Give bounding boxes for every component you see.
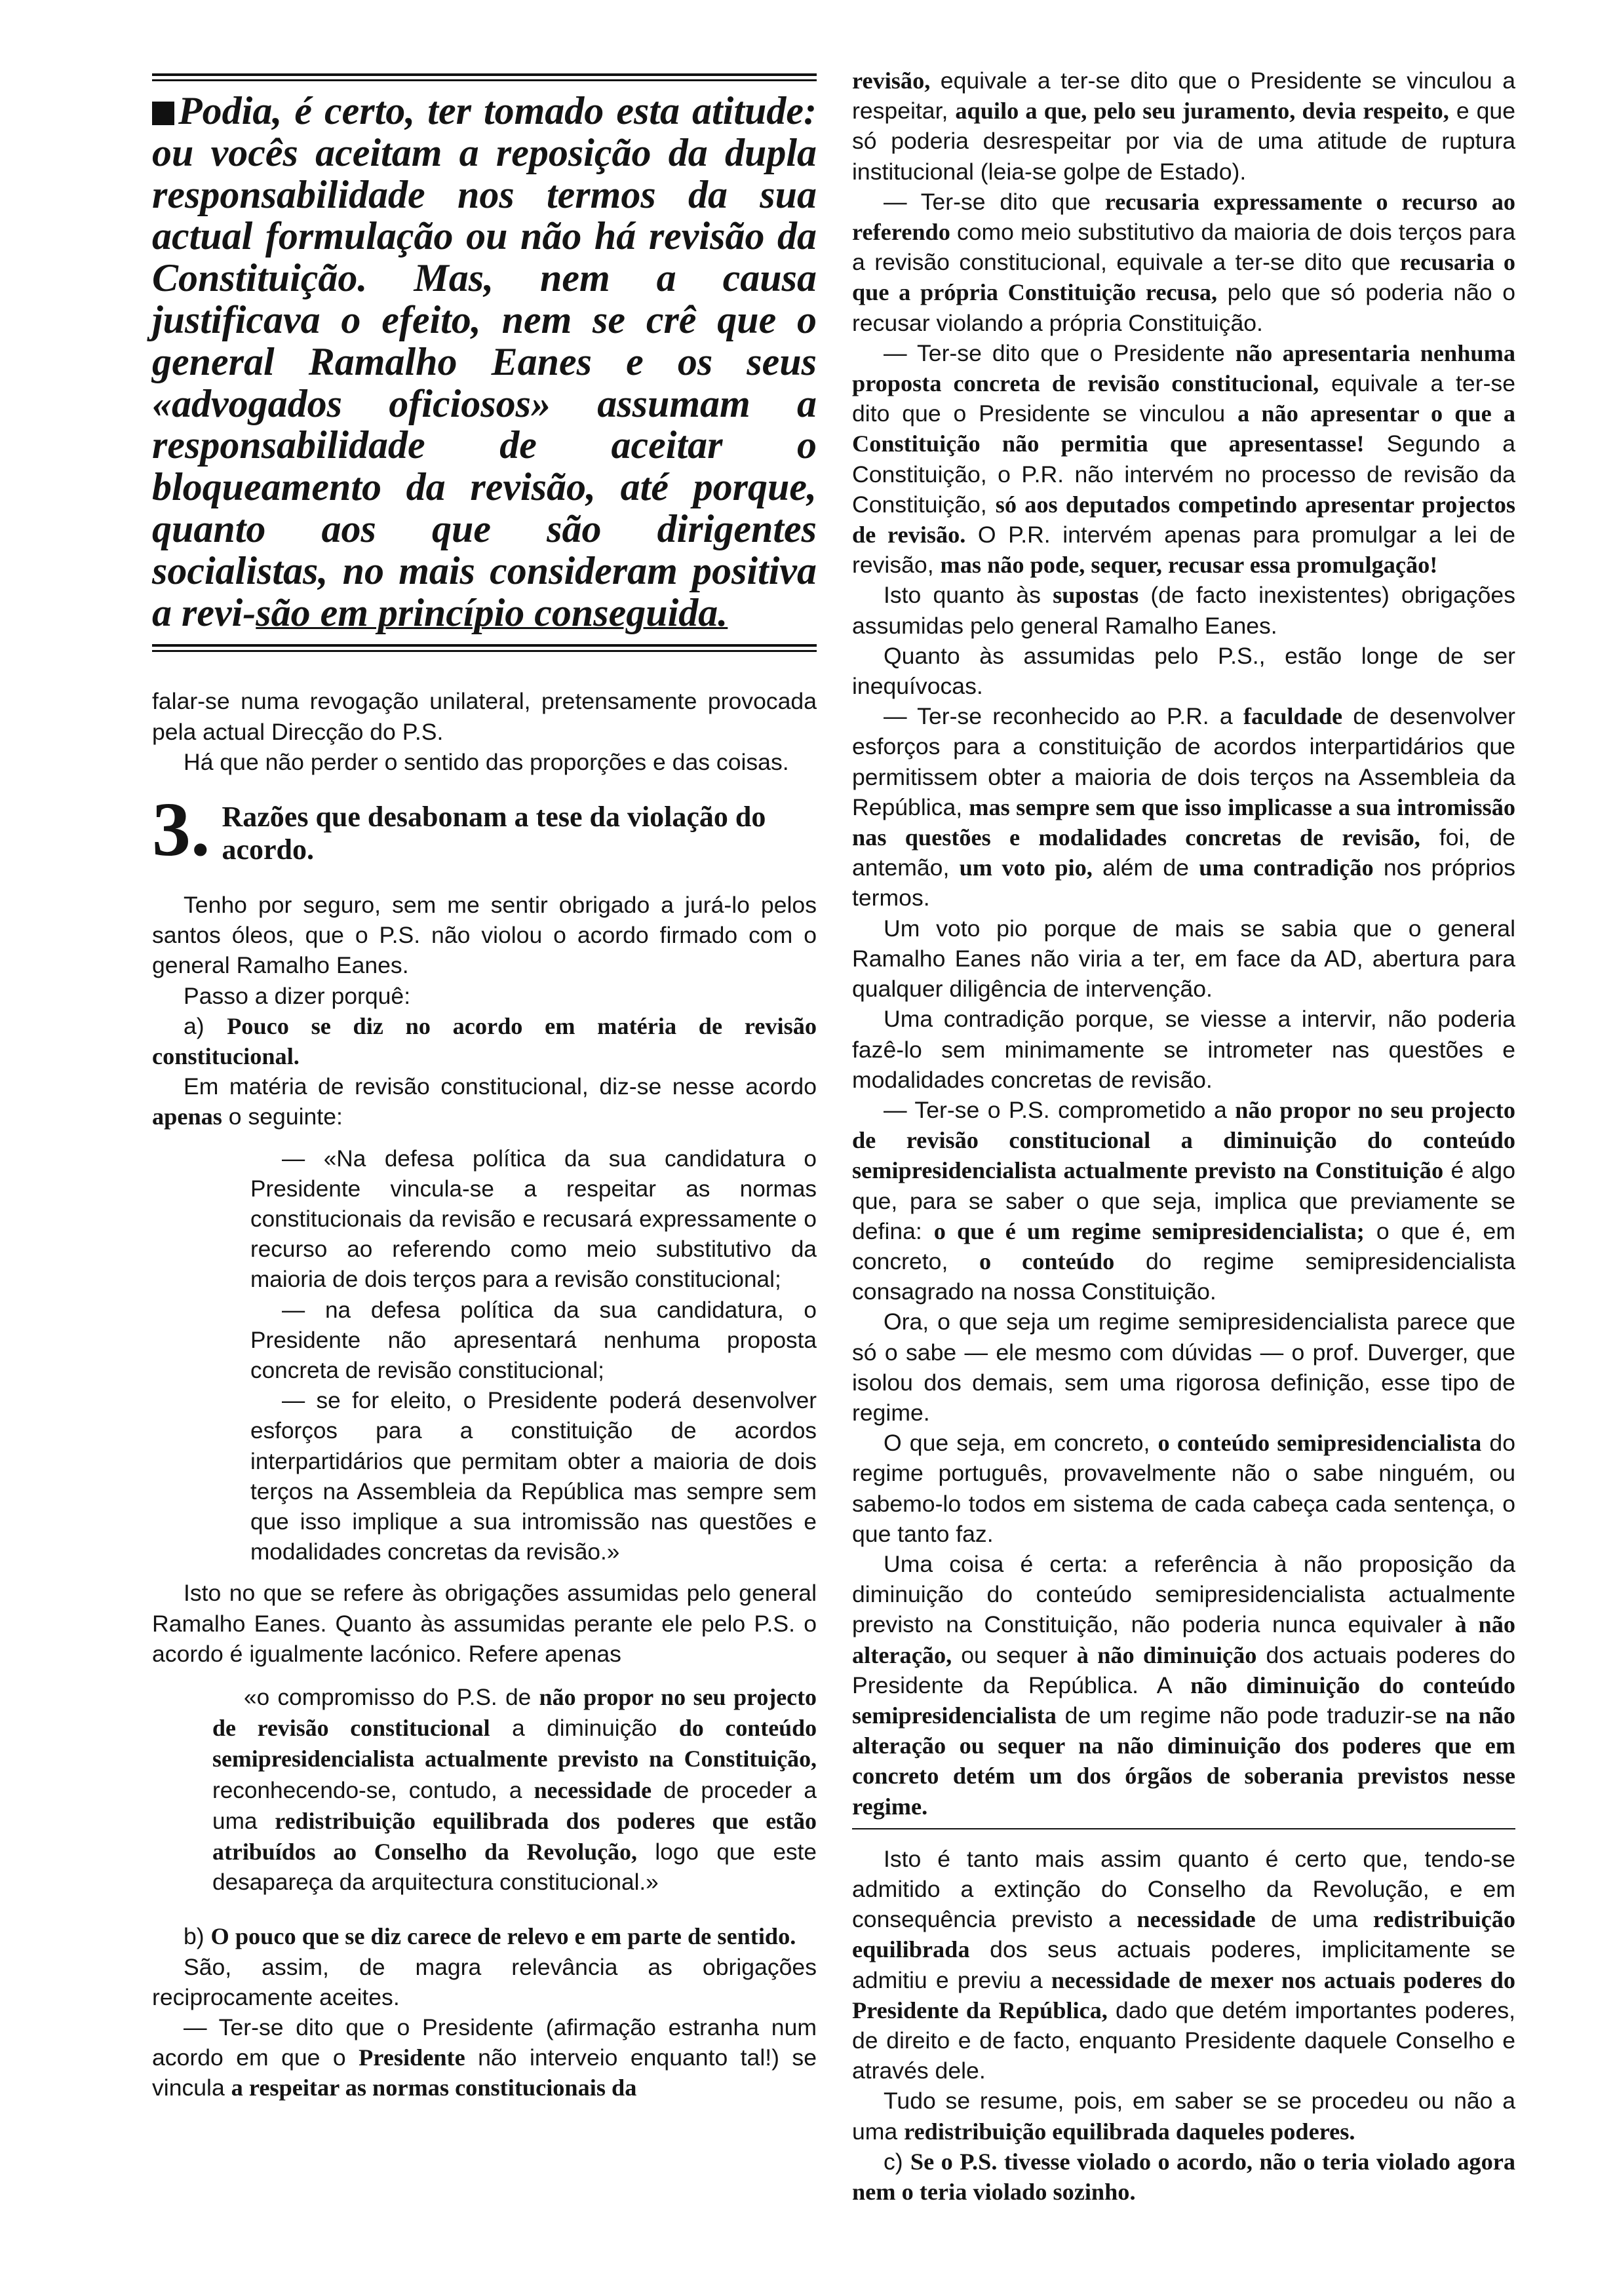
p-ter-bold-2: a respeitar as normas constitucionais da [231,2075,637,2101]
ps-commitment-text [212,1682,817,1898]
r9-text-1: — Ter-se o P.S. comprometido a [884,1096,1236,1123]
pull-quote [152,90,817,634]
r3-bold-3: só aos deputados competindo apresentar projectos de revisão. [852,491,1515,548]
paragraph-isto: Isto no que se refere às obrigações assumidas pelo general Ramalho Eanes. Quanto às assumidas perante ele pelo P.S. o acordo é igualmente lacónico. Refere apenas [152,1580,817,1667]
section-title: Razões que desabonam a tese da violação do acordo. [222,800,766,866]
r9-bold-3: o conteúdo [979,1248,1115,1274]
paragraph-r11 [852,1428,1515,1549]
r6-bold-3: um voto pio, [959,854,1093,881]
r3-text-1: — Ter-se dito que o Presidente [884,339,1236,366]
paragraph-r10: Ora, o que seja um regime semipresidencialista parece que só o sabe — ele mesmo com dúvidas — o prof. Duverger, que isolou dos demais, sem uma rigorosa definição, esse tipo de regime. [852,1309,1515,1426]
r12-bold-4: na não alteração ou sequer na não diminuição dos poderes que em concreto detém um dos órgãos de soberania previstos nesse regime. [852,1702,1515,1820]
paragraph-r13 [852,1844,1515,2086]
paragraph-ha: Há que não perder o sentido das proporções e das coisas. [184,748,789,775]
item-c-prefix: c) [884,2148,910,2175]
q2-text-3: reconhecendo-se, contudo, a [212,1777,534,1803]
paragraph-r9 [852,1095,1515,1307]
r6-text-1: — Ter-se reconhecido ao P.R. a [884,703,1243,730]
paragraph-r12 [852,1549,1515,1822]
q2-text-5: logo que este desapareça da arquitectura constitucional.» [212,1839,817,1896]
p-ter-text-2: não interveio enquanto tal!) se vincula [152,2044,817,2101]
r2-bold-1: recusaria expressamente o recurso ao referendo [852,188,1515,246]
paragraph-r6 [852,701,1515,913]
r14-text-1: Tudo se resume, pois, em saber se se procedeu ou não a uma [852,2088,1515,2145]
r6-bold-4: uma contradição [1199,854,1374,881]
quote-clause-1: — «Na defesa política da sua candidatura o Presidente vincula-se a respeitar as normas constitucionais da revisão e recusará expressamente o recurso ao referendo como meio substitutivo da maioria de dois terços para a revisão constitucional; [250,1145,817,1293]
paragraph-em-text-1: Em matéria de revisão constitucional, diz-se nesse acordo [184,1073,817,1100]
r12-text-3: dos actuais poderes do Presidente da República. A [852,1641,1515,1698]
r13-bold-2: redistribuição equilibrada [852,1906,1515,1963]
q2-text-4: de proceder a uma [212,1777,817,1834]
r13-text-2: de uma [1255,1906,1373,1933]
item-a [152,1011,817,1071]
r12-text-4: de um regime não pode traduzir-se [1056,1702,1446,1729]
r12-bold-3: não diminuição do conteúdo semipresidencialista [852,1672,1515,1729]
paragraph-r5: Quanto às assumidas pelo P.S., estão longe de ser inequívocas. [852,642,1515,700]
r13-text-3: dos seus actuais poderes, implicitamente se admitiu e previu a [852,1936,1515,1993]
r3-bold-4: mas não pode, sequer, recusar essa promulgação! [940,552,1438,579]
paragraph-tenho: Tenho por seguro, sem me sentir obrigado a jurá-lo pelos santos óleos, que o P.S. não violou o acordo firmado com o general Ramalho Eanes. [152,891,817,979]
q2-bold-3: necessidade [534,1776,652,1803]
r1-text-1: equivale a ter-se dito que o Presidente se vinculou a respeitar, [852,67,1515,124]
p-ter-bold-1: Presidente [359,2044,465,2071]
r4-text-1: Isto quanto às [884,582,1053,609]
r11-bold-1: o conteúdo semipresidencialista [1158,1430,1482,1457]
r4-text-2: (de facto inexistentes) obrigações assumidas pelo general Ramalho Eanes. [852,582,1515,639]
paragraph-r7: Um voto pio porque de mais se sabia que o general Ramalho Eanes não viria a ter, em face da AD, abertura para qualquer diligência de intervenção. [852,915,1515,1003]
r3-bold-1: não apresentaria nenhuma proposta concreta de revisão constitucional, [852,339,1515,397]
section-number: 3. [152,786,210,872]
quote-clause-2: — na defesa política da sua candidatura, o Presidente não apresentará nenhuma proposta concreta de revisão constitucional; [250,1297,817,1384]
paragraph-em-materia [152,1071,817,1132]
q2-text-2: a diminuição [490,1715,679,1742]
r9-text-4: do regime semipresidencialista consagrado na nossa Constituição. [852,1248,1515,1305]
item-b [152,1921,817,1951]
q2-text-1: «o compromisso do P.S. de [244,1685,539,1711]
r2-bold-2: recusaria o que a própria Constituição recusa, [852,249,1516,306]
r6-bold-2: mas sempre sem que isso implicasse a sua intromissão nas questões e modalidades concretas de revisão, [852,794,1515,851]
q2-bold-1: não propor no seu projecto de revisão constitucional [212,1684,817,1742]
q2-bold-2: do conteúdo semipresidencialista actualmente previsto na Constituição, [212,1715,817,1772]
r1-text-2: e que só poderia desrespeitar por via de uma atitude de ruptura institucional (leia-se golpe de Estado). [852,98,1516,185]
left-column [152,73,817,2103]
paragraph-r4 [852,580,1515,640]
r13-text-1: Isto é tanto mais assim quanto é certo que, tendo-se admitido a extinção do Conselho da Revolução, e em consequência previsto a [852,1845,1515,1933]
r6-text-5: nos próprios termos. [852,854,1515,911]
paragraph-r1 [852,66,1515,187]
agreement-quote [250,1144,817,1568]
paragraph-r3 [852,338,1515,581]
r12-text-2: ou sequer [952,1641,1077,1668]
item-c-heading: Se o P.S. tivesse violado o acordo, não o teria violado agora nem o teria violado sozinho. [852,2148,1515,2206]
p-ter-text-1: — Ter-se dito que o Presidente (afirmação estranha num acordo em que o [152,2014,817,2071]
r6-text-2: de desenvolver esforços para a constituição de acordos interpartidários que permitissem obter a maioria de dois terços na Assembleia da República, [852,703,1515,820]
pull-quote-underlined: são em princípio conseguida. [256,590,728,634]
r12-bold-1: à não alteração, [852,1611,1515,1668]
pull-quote-text: Podia, é certo, ter tomado esta atitude: ou vocês aceitam a reposição da dupla responsabilidade nos termos da sua actual formulação ou não há revisão da Constituição. Mas, nem a causa justificava o efeito, nem se crê que o general Ramalho Eanes e os seus «advogados oficiosos» assumam a responsabilidade de aceitar o bloqueamento da revisão, até porque, quanto aos que são dirigentes socialistas, no mais consideram positiva a revi- [152,89,817,634]
r9-bold-2: o que é um regime semipresidencialista; [933,1217,1365,1244]
right-column [852,66,1515,2207]
paragraph-r8: Uma contradição porque, se viesse a intervir, não poderia fazê-lo sem minimamente se intrometer nas questões e modalidades concretas de revisão. [852,1006,1515,1093]
r3-text-3: Segundo a Constituição, o P.R. não intervém no processo de revisão da Constituição, [852,430,1515,518]
r6-text-4: além de [1092,854,1199,881]
item-c [852,2147,1515,2207]
r12-bold-2: à não diminuição [1076,1641,1257,1668]
paragraph-em-text-2: o seguinte: [222,1103,343,1130]
r1-bold-0: revisão, [852,67,931,94]
paragraph-r14 [852,2086,1515,2146]
paragraph-passo: Passo a dizer porquê: [184,982,411,1009]
r13-bold-1: necessidade [1137,1906,1256,1933]
r14-bold-1: redistribuição equilibrada daqueles poderes. [904,2118,1355,2145]
r4-bold-1: supostas [1053,582,1139,609]
r2-text-1: — Ter-se dito que [884,188,1105,215]
paragraph-ter-presidente [152,2012,817,2103]
r13-text-4: dado que detém importantes poderes, de direito e de facto, enquanto Presidente daquele Conselho e através dele. [852,1997,1516,2084]
r1-bold-1: aquilo a que, pelo seu juramento, devia respeito, [955,98,1449,124]
r9-text-3: o que é, em concreto, [852,1217,1515,1274]
paragraph-em-bold: apenas [152,1103,222,1130]
r3-text-4: O P.R. intervém apenas para promulgar a lei de revisão, [852,522,1515,579]
ps-commitment-quote [212,1682,817,1898]
r2-text-2: como meio substitutivo da maioria de dois terços para a revisão constitucional, equivale a ter-se dito que [852,219,1515,276]
quote-clause-3: — se for eleito, o Presidente poderá desenvolver esforços para a constituição de acordos interpartidários que permitam obter a maioria de dois terços na Assembleia da República mas sempre sem que isso implique a sua intromissão nas questões e modalidades concretas da revisão.» [250,1388,817,1565]
r13-bold-3: necessidade de mexer nos actuais poderes do Presidente da República, [852,1966,1515,2023]
item-a-heading: Pouco se diz no acordo em matéria de revisão constitucional. [152,1012,817,1069]
r3-text-2: equivale a ter-se dito que o Presidente se vinculou [852,370,1515,427]
paragraph-r2 [852,187,1515,338]
r9-text-2: é algo que, para se saber o que seja, implica que previamente se defina: [852,1157,1515,1244]
column-divider-rule [852,1828,1515,1829]
r3-bold-2: a não apresentar o que a Constituição não permitia que apresentasse! [852,400,1515,457]
bottom-double-rule [152,644,817,652]
q2-bold-4: redistribuição equilibrada dos poderes que estão atribuídos ao Conselho da Revolução, [212,1807,817,1866]
r12-text-1: Uma coisa é certa: a referência à não proposição da diminuição do conteúdo semipresidencialista actualmente previsto na Constituição, não poderia nunca equivaler [852,1550,1515,1638]
section-heading [152,786,817,872]
top-double-rule [152,73,817,81]
r11-text-1: O que seja, em concreto, [884,1430,1158,1457]
item-b-heading: O pouco que se diz carece de relevo e em parte de sentido. [210,1923,796,1950]
r9-bold-1: não propor no seu projecto de revisão constitucional a diminuição do conteúdo semipresidencialista actualmente previsto na Constituição [852,1096,1515,1184]
paragraph-falar: falar-se numa revogação unilateral, pretensamente provocada pela actual Direcção do P.S. [152,688,817,745]
r6-bold-1: faculdade [1243,703,1343,730]
r6-text-3: foi, de antemão, [852,824,1515,881]
item-b-prefix: b) [184,1923,211,1950]
paragraph-sao: São, assim, de magra relevância as obrigações reciprocamente aceites. [152,1953,817,2010]
item-a-prefix: a) [184,1012,227,1039]
r2-text-3: pelo que só poderia não o recusar violando a própria Constituição. [852,279,1515,336]
square-bullet-icon [152,102,174,125]
r11-text-2: do regime português, provavelmente não o sabe ninguém, ou sabemo-lo todos em sistema de cada cabeça cada sentença, o que tanto faz. [852,1430,1515,1547]
